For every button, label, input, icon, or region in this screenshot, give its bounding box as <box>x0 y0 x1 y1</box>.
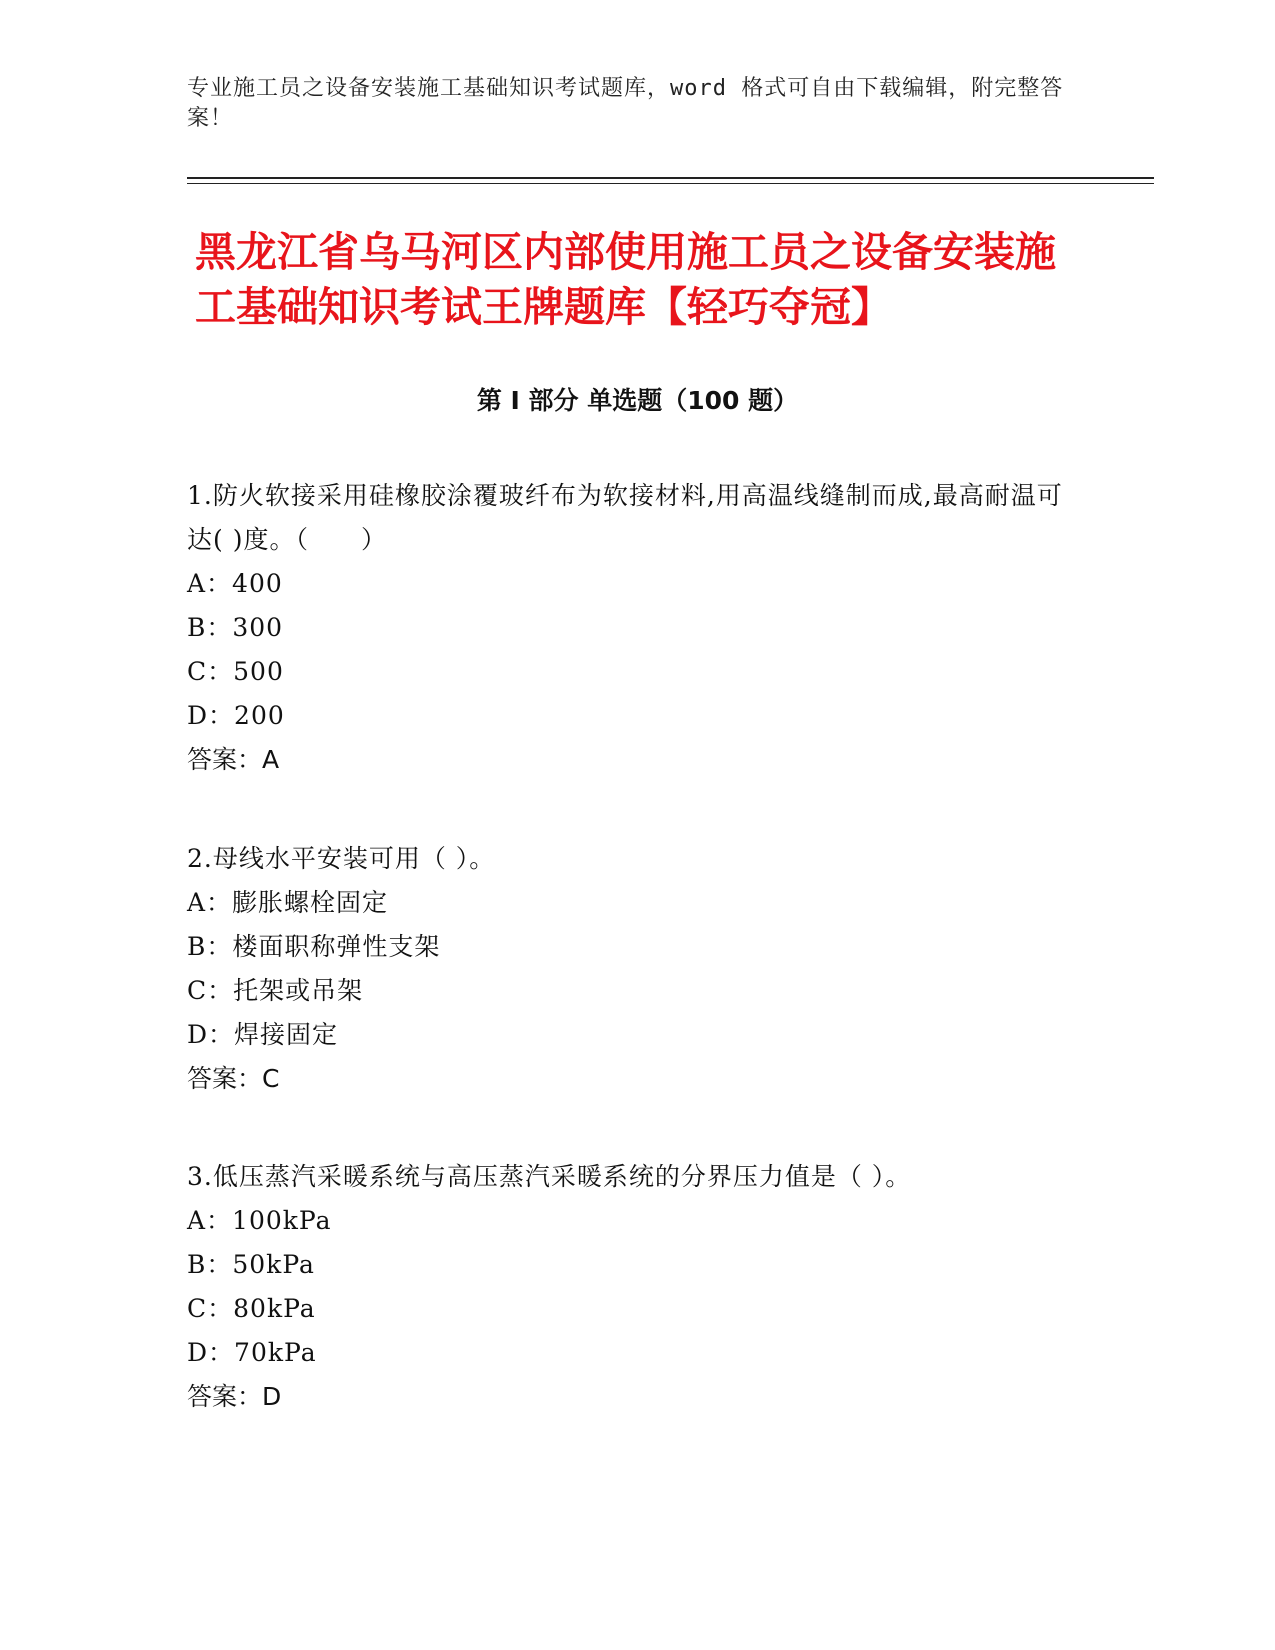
question-stem: 3.低压蒸汽采暖系统与高压蒸汽采暖系统的分界压力值是（ ）。 <box>187 1162 912 1191</box>
option-b: B：楼面职称弹性支架 <box>187 932 441 961</box>
option-d: D：200 <box>187 701 285 730</box>
question-2 <box>187 837 1067 1101</box>
option-d: D：焊接固定 <box>187 1020 339 1049</box>
answer: 答案：C <box>187 1064 280 1093</box>
option-d: D：70kPa <box>187 1338 317 1367</box>
header-rule-thick <box>187 177 1154 179</box>
option-b: B：50kPa <box>187 1250 315 1279</box>
option-c: C：80kPa <box>187 1294 316 1323</box>
option-c: C：托架或吊架 <box>187 976 364 1005</box>
question-1 <box>187 474 1067 782</box>
header-rule-thin <box>187 183 1154 184</box>
section-heading: 第 I 部分 单选题（100 题） <box>476 386 799 415</box>
option-a: A：100kPa <box>187 1206 332 1235</box>
option-a: A：膨胀螺栓固定 <box>187 888 389 917</box>
question-stem: 1.防火软接采用硅橡胶涂覆玻纤布为软接材料,用高温线缝制而成,最高耐温可达( )度。（ ） <box>187 481 1063 554</box>
option-b: B：300 <box>187 613 284 642</box>
answer: 答案：A <box>187 745 280 774</box>
document-title: 黑龙江省乌马河区内部使用施工员之设备安装施工基础知识考试王牌题库【轻巧夺冠】 <box>195 228 1056 331</box>
answer: 答案：D <box>187 1382 282 1411</box>
option-c: C：500 <box>187 657 284 686</box>
question-stem: 2.母线水平安装可用（ ）。 <box>187 844 496 873</box>
option-a: A：400 <box>187 569 283 598</box>
header-note: 专业施工员之设备安装施工基础知识考试题库，word 格式可自由下载编辑，附完整答案！ <box>187 76 1064 131</box>
question-3 <box>187 1155 1067 1419</box>
